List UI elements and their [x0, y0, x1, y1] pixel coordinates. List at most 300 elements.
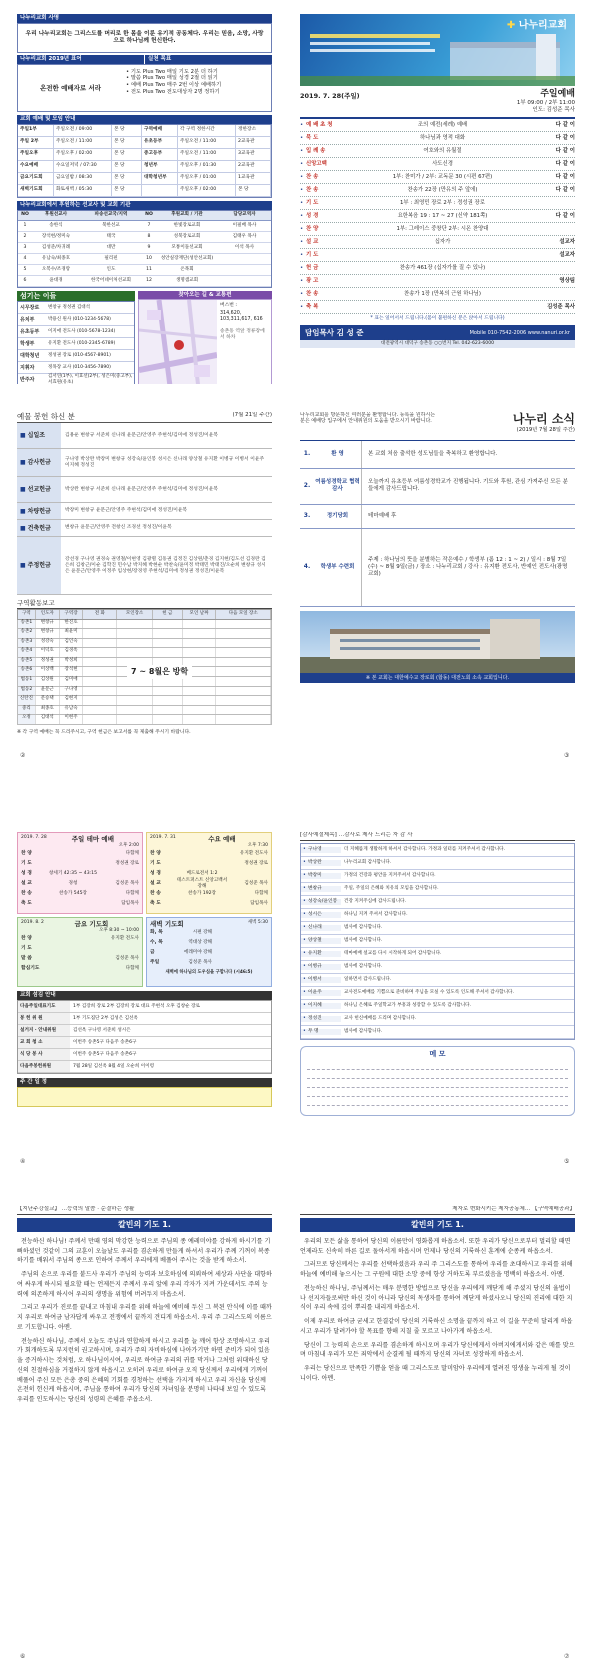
group-cell: [83, 620, 117, 629]
schedule-row: [21, 899, 139, 909]
news-label: 학생부 수련회: [314, 529, 362, 606]
thanks-name-text: 이병규: [307, 963, 322, 969]
thanks-bullet: •: [303, 859, 306, 865]
worship-cell: 수요예배: [18, 161, 54, 172]
church-address: 대전광역시 대덕구 송촌동 ○○번지 Tel. 042-623-6000: [300, 340, 575, 348]
staff-name: 김서연(1부), 이효선(2부), 성은미(중고부), 서효원(유초): [48, 374, 133, 384]
support-cell: 성안실장재단(성안선교회): [160, 255, 214, 261]
group-row: [17, 715, 272, 725]
page-news: [300, 412, 575, 752]
thanks-bullet: •: [303, 937, 306, 943]
page-offerings: [17, 412, 272, 752]
offering-label-text: 건축헌금: [27, 524, 51, 532]
thanks-bullet: •: [303, 1028, 306, 1034]
order-bullet: •: [300, 225, 304, 232]
order-label: 찬 양: [306, 225, 319, 232]
staff-row: [18, 362, 134, 374]
thanks-text: 범사에 감사합니다.: [344, 938, 383, 944]
order-leader: 영상팀: [559, 277, 575, 284]
worship-cell: 주일오후: [18, 149, 54, 160]
worship-row: [18, 149, 271, 161]
group-cell: [183, 706, 217, 715]
schedule-row: [21, 889, 139, 899]
wed-title: 수요 예배: [208, 835, 236, 843]
support-cell: 6: [23, 277, 27, 283]
schedule-cell: 기 도: [21, 860, 32, 866]
thanks-bullet: •: [303, 989, 306, 995]
page-prayer-right: [300, 1206, 575, 1652]
thanks-name: [301, 899, 341, 905]
thanks-bullet: •: [303, 1002, 306, 1008]
thanks-text: 하나님 은혜로 주일학교가 부흥과 성장할 수 있도록 감사합니다.: [344, 1003, 472, 1009]
group-cell: 송촌5: [18, 658, 36, 667]
offering-bullet: ■: [20, 432, 26, 440]
offering-names: 김용운 변창규 서준희 신나래 윤문근/안영주 주현석/김미애 정성진/이윤복: [65, 432, 219, 438]
schedule-cell: 담임목사: [250, 900, 268, 906]
group-cell: 윤문근: [36, 687, 60, 696]
dawn-note: 새벽에 하나님의 도우심을 구합니다 (시46:5): [165, 970, 253, 976]
building-graphic: [300, 14, 575, 86]
thanks-name: [301, 964, 341, 970]
schedule-row: [21, 879, 139, 889]
offering-list: [17, 423, 272, 595]
group-cell: 박성희: [60, 658, 84, 667]
group-cell: [117, 648, 153, 657]
worship-row: [18, 185, 271, 197]
order-content: 요한복음 19 : 17 ~ 27 (신약 181쪽): [397, 212, 488, 219]
order-bullet: •: [300, 277, 304, 284]
schedule-cell: 김성준 목사: [115, 880, 139, 886]
thanks-text: 테마예배 설교를 다시 시작하게 되어 감사합니다.: [344, 951, 442, 957]
group-cell: [216, 677, 271, 686]
group-cell: 유남숙: [60, 706, 84, 715]
thanks-row: [301, 1000, 574, 1013]
schedule-row: [150, 859, 268, 869]
prayer-paragraph: 전능하신 하나님! 주께서 만때 영의 막강한 능력으로 주님의 종 예레미야를 강하게 하시기를 기뻐하셨던 것같이 그의 교훈이 오늘날도 우리를 겸손하게 만들게 하셔서 우리가 주께 기꺼이 복종하기를 배워서 주님의 종으로 인하여 주께서 우리에게 베풀어 주시는 것을 받게 하소서.: [17, 1237, 271, 1265]
group-cell: 이상백: [36, 667, 60, 676]
schedule-cell: 다함께: [254, 890, 268, 896]
memo-title: 메 모: [429, 1049, 446, 1058]
worship-cell: 유초등부: [142, 137, 178, 148]
order-row: [300, 197, 575, 210]
serve-label: 식 당 봉 사: [18, 1049, 70, 1060]
order-content: 1부: 찬미가 / 2부: 교독문 30 (시편 67편): [392, 173, 493, 180]
schedule-cell: 다함께: [125, 850, 139, 856]
schedule-row: [21, 934, 139, 944]
theme-date: 2019. 7. 28: [21, 835, 47, 840]
support-cell: 김성준/차귀례: [41, 244, 71, 250]
worship-cell: 화토새벽 / 05:30: [54, 185, 112, 196]
group-cell: 한진호: [60, 620, 84, 629]
thanks-name: [301, 1016, 341, 1022]
offering-label-text: 선교헌금: [27, 486, 51, 494]
support-cell: 이석 목사: [234, 244, 255, 250]
support-cell: [218, 265, 271, 275]
page-thanks: [300, 832, 575, 1158]
schedule-cell: 성 경: [150, 870, 161, 876]
prayer-paragraph: 이제 우리로 하여금 굳세고 한결같이 당신의 거룩하신 소명을 끝까지 하고 이 길을 꾸준히 달리게 하옵시고 우리가 달려가야 할 목표를 향해 지칠 줄 모르고 나아가게 하옵소서.: [300, 1318, 573, 1335]
prayer-paragraph: 전능하신 하나님, 주님께서는 매우 분명한 방법으로 당신을 우리에게 깨닫게 해 주셨지 당신의 율법이나 선지자들로써만 하신 것이 아니라 당신의 독생자를 통하여 깨닫게 하셨사오니 당신의 진리에 대한 지식이 우리 속에 깊이 뿌리를 내리게 하옵소서.: [300, 1284, 573, 1312]
map-graphic: [139, 300, 217, 384]
serve-label: 설거지 · 안내위원: [18, 1025, 70, 1036]
thanks-row: [301, 883, 574, 896]
prayer-paragraph: 주님의 손으로 우리를 붙드사 우리가 주님의 능력과 보호하심에 의뢰하여 세상과 사단을 대항하여 싸우게 하시되 필요할 때는 언제든지 주께서 우리 앞에 우리 각자가 지켜 가운데서도 주의 능력에 의존하게 하시어 우리의 생명을 위험에 버려두지 마옵소서.: [17, 1271, 272, 1298]
order-label: 입 례 송: [306, 147, 326, 154]
order-label: 찬 송: [306, 186, 319, 193]
news-label: 환 영: [314, 441, 362, 468]
schedule-cell: 설 교: [21, 880, 32, 886]
church-photo: [300, 611, 575, 673]
thanks-row: [301, 922, 574, 935]
thanks-name: [301, 925, 341, 931]
sermon-header: 【지난주강설교】 …능력의 말씀 · 순결하는 생활: [17, 1206, 272, 1215]
thanks-name: [301, 938, 341, 944]
motto: 온전한 예배자로 서라: [39, 83, 102, 92]
worship-cell: 대학청년부: [142, 173, 178, 184]
thanks-row: [301, 896, 574, 909]
fri-time: 오후 8:30 ~ 10:00: [99, 928, 139, 934]
thanks-text: 나누리교회 감사합니다.: [344, 860, 392, 866]
schedule-cell: 정성권 장로: [244, 860, 268, 866]
order-of-worship: [300, 117, 575, 314]
schedule-row: [150, 899, 268, 909]
serve-row: [18, 1001, 271, 1013]
offering-names: 박상완 변창규 서준희 신나래 윤문근/안영주 주현석/김미애 정성진/이윤복: [65, 486, 219, 492]
support-cell: 11: [146, 266, 152, 272]
group-cell: 송촌6: [18, 667, 36, 676]
order-bullet: •: [300, 121, 304, 128]
page-number: ⑦: [564, 1653, 570, 1660]
offering-label-text: 감사헌금: [27, 459, 51, 467]
group-header-cell: 다음 모일 장소: [216, 610, 271, 619]
group-cell: [153, 696, 183, 705]
schedule-row: [150, 958, 268, 968]
mission-title: 나누리교회 사명: [17, 14, 272, 23]
order-bullet: •: [300, 290, 304, 297]
support-cell: 9: [147, 244, 151, 250]
service-time: 1부 09:00 / 2부 11:00: [516, 100, 575, 107]
support-cell: 태국: [106, 233, 116, 239]
thanks-title: [감사예절제목] …감사로 제사 드리는 자 감 사: [300, 832, 575, 841]
group-cell: 변창규: [36, 629, 60, 638]
worship-cell: 본 당: [236, 185, 271, 196]
serve-row: [18, 1037, 271, 1049]
worship-cell: 주일 2부: [18, 137, 54, 148]
order-row: [300, 184, 575, 197]
group-row: [17, 620, 272, 630]
support-header-cell: NO: [21, 212, 29, 218]
news-content: 본 교회 처음 출석한 성도님들을 축복하고 환영합니다.: [368, 450, 498, 457]
thanks-name-text: 무 명: [307, 1028, 319, 1034]
support-header-cell: NO: [145, 212, 153, 218]
thanks-bullet: •: [303, 898, 306, 904]
wed-date: 2019. 7. 31: [150, 835, 176, 840]
group-cell: [83, 687, 117, 696]
order-label: 광 고: [306, 277, 319, 284]
schedule-row: [21, 849, 139, 859]
church-logo: ✚ 나누리교회: [506, 20, 567, 31]
serve-value: 이번주 송촌5구 다음주 송촌6구: [73, 1039, 137, 1045]
group-cell: [117, 639, 153, 648]
thanks-bullet: •: [303, 1015, 306, 1021]
group-cell: 오정: [18, 715, 36, 724]
order-leader: 다 같 이: [555, 134, 575, 141]
group-cell: 김경옥: [60, 648, 84, 657]
thanks-text: 범사에 감사합니다.: [344, 964, 383, 970]
group-cell: [216, 658, 271, 667]
schedule-cell: 김성준 목사: [188, 960, 212, 966]
order-content: 1부: 그레이스 중창단 2부: 시온 찬양대: [396, 225, 489, 232]
cross-icon: ✚: [506, 20, 516, 31]
thanks-row: [301, 870, 574, 883]
group-cell: [83, 715, 117, 724]
support-cell: 인도: [106, 266, 116, 272]
group-row: [17, 648, 272, 658]
group-cell: [117, 620, 153, 629]
serve-value: 1부 기도집단 2부 김성은 김선옥: [73, 1015, 138, 1021]
order-row: [300, 223, 575, 236]
theme-rows: [21, 849, 139, 909]
schedule-row: [21, 869, 139, 879]
schedule-row: [21, 954, 139, 964]
serve-label: 교 회 청 소: [18, 1037, 70, 1048]
group-cell: 성강숙: [36, 639, 60, 648]
serve-label: 다음주일대표기도: [18, 1001, 70, 1012]
schedule-cell: 경청: [68, 880, 78, 886]
offering-row: [17, 503, 272, 520]
support-cell: 필리핀: [104, 255, 118, 261]
order-content: 하나님과 영적 대화: [419, 134, 466, 141]
week-title: 주 간 일 정: [17, 1078, 272, 1087]
order-leader: 다 같 이: [555, 160, 575, 167]
schedule-cell: 에레미야 강해: [183, 950, 212, 956]
prayer-paragraph: 그러므로 당신께서는 우리를 선택하셨음과 우리 주 그리스도를 통하여 우리를 초대하시고 우리를 위해 하늘에 예비해 놓으시는 그 구원에 대한 소망 중에 항상 거하도록 부르셨음을 명백히 하옵소서. 아멘.: [300, 1261, 573, 1279]
group-cell: 송촌4: [18, 648, 36, 657]
worship-cell: 금요기도회: [18, 173, 54, 184]
staff-row: [18, 350, 134, 362]
thanks-text: 건강 지켜주심에 감사드립니다.: [344, 899, 407, 905]
news-title: 나누리 소식: [512, 412, 575, 426]
schedule-cell: 찬 송: [150, 890, 161, 896]
group-cell: [153, 639, 183, 648]
worship-cell: 주일오전 / 09:00: [54, 125, 112, 136]
welcome-text: 나누리교회를 방문하신 여러분을 환영합니다. 등록을 원하시는 분은 예배당 입구에서 안내위원의 도움을 받으시기 바랍니다.: [300, 412, 436, 425]
schedule-cell: 합심기도: [21, 965, 40, 971]
order-content: 조의 예전(세례) 예배: [417, 121, 468, 128]
order-row: [300, 158, 575, 171]
prayer-paragraph: 우리는 당신으로 만족한 기쁨을 얻을 때 그리스도로 말미암아 우리에게 열려진 영생을 누리게 될 것이니이다. 아멘.: [300, 1365, 571, 1382]
staff-name: 정성권 장로 (010-4567-8901): [48, 352, 111, 358]
support-cell: 북한선교: [102, 222, 120, 228]
support-row: [18, 276, 271, 287]
bus-text: 314,620, 103,311,617, 616: [220, 311, 263, 323]
order-leader: 다 같 이: [555, 212, 575, 219]
worship-cell: 1교육관: [236, 173, 271, 184]
support-cell: 대만: [106, 244, 116, 250]
group-cell: [183, 687, 217, 696]
support-cell: 모퉁이돌선교회: [171, 244, 203, 250]
group-cell: [216, 687, 271, 696]
bus-label: 버스번 :: [220, 303, 238, 309]
offering-names: 강선경 구나영 권경숙 권영철/이현영 김광렬 김동권 김정진 김상원/춘경 김지현/김도선 김경란 김은희 김창근/이순 김학진 민수남 박지혜 박현순 박찬숙/윤미정 박태민 박태진/오순희 변창규 성시은 윤문근/안영주 이정주 임상현/장경영 주현석/김미애 정성권 정성진/이윤복: [65, 556, 266, 574]
schedule-row: [150, 948, 268, 958]
thanks-name-text: 정성진: [307, 1015, 322, 1021]
schedule-row: [150, 889, 268, 899]
schedule-cell: 수, 목: [150, 940, 163, 946]
support-title: 나누리교회에서 후원하는 선교사 및 교회 기관: [17, 201, 272, 210]
goal-list: [123, 65, 271, 111]
worship-title: 교회 예배 및 모임 안내: [17, 115, 272, 124]
support-cell: 윤대경: [49, 277, 63, 283]
group-cell: 이덕호: [36, 648, 60, 657]
order-row: [300, 119, 575, 132]
worship-row: [18, 161, 271, 173]
goal-item: • 예배 Plus Two 매주 2번 이상 예배하기: [126, 81, 222, 88]
thanks-name-text: 이윤주: [307, 989, 322, 995]
offering-label: [17, 537, 61, 594]
group-row: [17, 629, 272, 639]
map-title: 찾아오는 길 & 교통편: [138, 291, 272, 300]
offering-label: [17, 477, 61, 502]
memo-lines: [307, 1061, 568, 1106]
staff-name: 정목장 교사 (010-3456-7890): [48, 364, 111, 370]
schedule-cell: 찬 양: [150, 850, 161, 856]
thanks-row: [301, 935, 574, 948]
offering-row: [17, 520, 272, 537]
prayer-title: 칼빈의 기도 1.: [300, 1218, 575, 1232]
order-bullet: •: [300, 212, 304, 219]
group-cell: [83, 706, 117, 715]
order-label: 기 도: [306, 199, 319, 206]
schedule-cell: 성 경: [21, 870, 32, 876]
group-cell: 법동1: [18, 677, 36, 686]
staff-row: [18, 326, 134, 338]
thanks-row: [301, 961, 574, 974]
serve-table: [17, 1000, 272, 1074]
group-cell: 정성권: [36, 658, 60, 667]
worship-row: [18, 173, 271, 185]
group-cell: [216, 629, 271, 638]
staff-role: 지휘자: [20, 364, 35, 371]
worship-cell: 주일오후 / 01:00: [178, 173, 236, 184]
group-cell: [183, 648, 217, 657]
worship-cell: 2교육관: [236, 161, 271, 172]
staff-role: 시무장로: [20, 304, 40, 311]
offering-bullet: ■: [20, 486, 26, 494]
order-label: 헌 금: [306, 264, 319, 271]
service-date: 2019. 7. 28(주일): [300, 92, 360, 101]
schedule-cell: 정성권 장로: [115, 860, 139, 866]
schedule-cell: 찬 양: [21, 935, 32, 941]
thanks-name: [301, 1029, 341, 1035]
group-cell: [83, 667, 117, 676]
group-cell: [216, 648, 271, 657]
order-row: [300, 275, 575, 288]
order-row: [300, 301, 575, 314]
schedule-row: [150, 849, 268, 859]
staff-row: [18, 302, 134, 314]
cell-header: 제자로 변화시키는 제자공동체… 【구역예배공과】: [300, 1206, 575, 1215]
worship-cell: 3교육관: [236, 149, 271, 160]
group-cell: [153, 620, 183, 629]
group-header: [17, 609, 272, 620]
staff-role: 대학청년: [20, 352, 40, 359]
schedule-cell: 베드로전서 1:2: [186, 870, 218, 876]
support-cell: 한빛장로교회: [173, 222, 201, 228]
thanks-text: 주일, 주일의 은혜와 치유의 모임을 감사합니다.: [344, 886, 439, 892]
schedule-row: [150, 938, 268, 948]
schedule-row: [21, 859, 139, 869]
thanks-name-text: 이지혜: [307, 1002, 322, 1008]
group-cell: [153, 648, 183, 657]
news-list: [300, 440, 575, 607]
serve-row: [18, 1061, 271, 1073]
support-cell: 5: [23, 266, 27, 272]
order-row: [300, 171, 575, 184]
offering-row: [17, 537, 272, 595]
support-cell: 오복수/조경랑: [41, 266, 71, 272]
serve-value: 김선옥 구나영 서준희 성시은: [73, 1027, 131, 1033]
serve-row: [18, 1025, 271, 1037]
prayer-paragraph: 전능하신 하나님, 주께서 오늘도 주님과 연합하게 하시고 우리를 늘 깨어 항상 조명하시고 우리가 회개하도록 부지런히 권고하시며, 우리가 주의 자비하심에 나아가기만 하면 준비가 되어 있음을 증거하시는 것처럼, 오 하나님이시여, 우리로 하여금 우리의 귀를 막거나 그처럼 위대하신 당신의 친절하심을 거절하지 않게 하옵시고 오히려 우리로 하여금 오직 당신께서 우리에게 기꺼이 베풀어 주신 모든 은총 중의 은혜의 기회를 경청하는 선택을 가지게 하시고 우리 자신을 당신께 온전히 헌신케 하옵시며, 주님을 통하여 우리가 당신의 자녀임을 분명히 나타내 보일 수 있도록 우리를 인도하시는 당신의 성령의 은혜를 주옵소서.: [17, 1337, 270, 1404]
group-cell: 중리: [18, 706, 36, 715]
group-cell: [117, 696, 153, 705]
group-cell: 법동2: [18, 687, 36, 696]
support-header-cell: 담당교역자: [233, 212, 256, 218]
thanks-row: [301, 909, 574, 922]
support-cell: 송한식: [49, 222, 63, 228]
week-box: [17, 1087, 272, 1107]
schedule-cell: 찬 송: [21, 890, 32, 896]
service-leader: 인도: 김성준 목사: [532, 107, 575, 114]
schedule-cell: 다함께: [125, 890, 139, 896]
support-row: [18, 221, 271, 232]
group-cell: 송촌1: [18, 620, 36, 629]
order-leader: 다 같 이: [555, 121, 575, 128]
thanks-bullet: •: [303, 911, 306, 917]
page-mission: [17, 14, 272, 384]
schedule-cell: 테스트퍼스트 신앙고백서 강해: [176, 878, 228, 889]
thanks-bullet: •: [303, 924, 306, 930]
thanks-name-text: 성강숙/윤인봉: [307, 898, 338, 904]
group-cell: [216, 639, 271, 648]
schedule-row: [21, 964, 139, 974]
support-cell: 김태우 목사: [232, 233, 257, 239]
thanks-name: [301, 886, 341, 892]
offering-label: [17, 423, 61, 448]
group-cell: 장석현: [60, 667, 84, 676]
denomination-caption: ※ 본 교회는 대한예수교 장로회 (합동) 대전노회 소속 교회입니다.: [300, 673, 575, 683]
worship-cell: 청년부: [142, 161, 178, 172]
order-label: 묵 도: [306, 134, 319, 141]
offering-names: 박장미 변창규 윤문근/안영주 주현석/김미애 정성진/이윤복: [65, 508, 188, 514]
order-bullet: •: [300, 134, 304, 141]
group-cell: 김대석: [36, 715, 60, 724]
offering-row: [17, 423, 272, 449]
offering-names: 변창규 윤문근/안영주 전창신 조경선 정성진/이윤복: [65, 525, 172, 531]
worship-cell: 금요일밤 / 08:30: [54, 173, 112, 184]
group-cell: 최종호: [36, 706, 60, 715]
schedule-cell: 찬 양: [21, 850, 32, 856]
pastor-bar: [300, 325, 575, 340]
order-bullet: •: [300, 264, 304, 271]
goal-item: • 기도 Plus Two 매일 기도 2분 더 하기: [126, 68, 218, 75]
order-row: [300, 262, 575, 275]
map-image: [139, 300, 217, 384]
church-photo-graphic: [300, 611, 575, 673]
order-content: 찬송가 1장 (만복의 근원 하나님): [404, 290, 481, 297]
worship-cell: 주일오전 / 11:00: [54, 137, 112, 148]
